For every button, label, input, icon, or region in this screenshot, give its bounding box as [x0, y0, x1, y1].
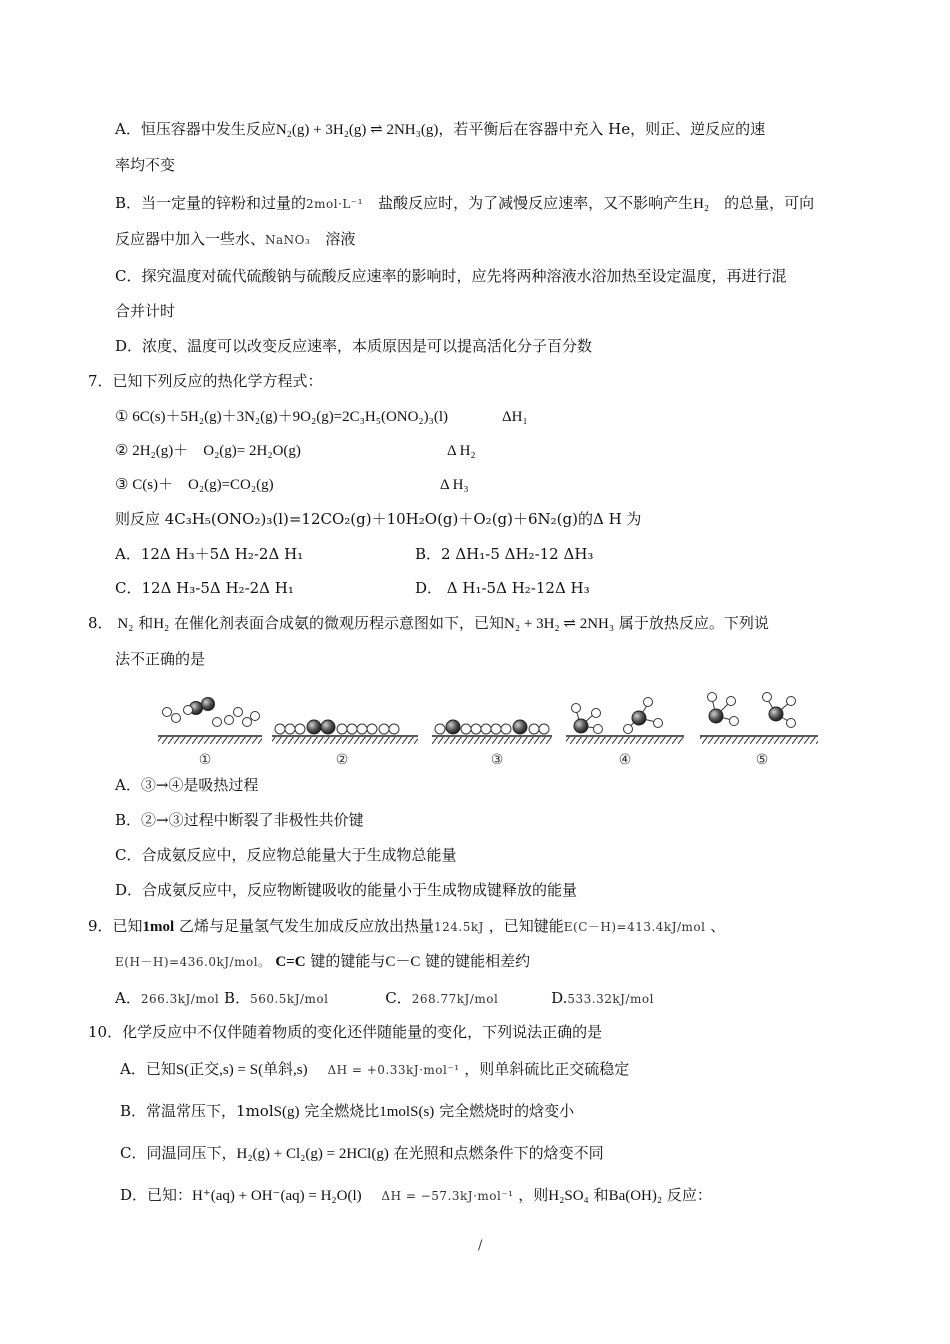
q9-double-bond: C=C: [275, 954, 306, 970]
q6-option-b-line1: [115, 192, 814, 215]
q8-stem-text1: 在催化剂表面合成氨的微观历程示意图如下，已知: [174, 614, 505, 632]
q9-e-ch: E(C－H)=413.4kJ/mol: [563, 920, 706, 934]
q6-a-text2: ，若平衡后在容器中充入 He，则正、逆反应的速: [438, 120, 766, 138]
q10-d-text3: 和: [593, 1186, 609, 1204]
q9-option-d-label: D.: [551, 989, 568, 1007]
q10-c-text2: 在光照和点燃条件下的焓变不同: [393, 1144, 604, 1162]
q7-reaction-1-dh: ΔH₁: [502, 409, 528, 425]
q6-option-c-line1: C．探究温度对硫代硫酸钠与硫酸反应速率的影响时，应先将两种溶液水浴加热至设定温度，再进行混: [115, 267, 787, 285]
diagram-panel-2: [272, 720, 418, 744]
q8-stem-text2: 属于放热反应。下列说: [618, 614, 769, 632]
q10-d-baoh2: Ba(OH)₂: [608, 1188, 663, 1204]
q7-question: 则反应 4C₃H₅(ONO₂)₃(l)=12CO₂(g)＋10H₂O(g)＋O₂(g)＋6N₂(g)的Δ H 为: [115, 510, 642, 528]
q10-b-text2: 完全燃烧比: [304, 1102, 380, 1120]
page-footer-mark: /: [478, 1238, 483, 1253]
catalyst-diagram: [150, 688, 830, 768]
q6-b-text3: 的总量，可向: [724, 194, 815, 212]
q10-d-text2: ，则: [518, 1186, 549, 1204]
q8-option-c: C．合成氨反应中，反应物总能量大于生成物总能量: [115, 846, 457, 864]
q9-option-d: 533.32kJ/mol: [567, 992, 654, 1006]
diagram-panel-3: [432, 720, 552, 744]
q8-number: 8．: [88, 614, 113, 632]
q6-b-text1: B．当一定量的锌粉和过量的: [115, 194, 307, 212]
q6-b-text5: 溶液: [325, 230, 356, 248]
q10-d-text4: 反应：: [666, 1186, 712, 1204]
q10-a-text1: A．已知: [120, 1060, 176, 1078]
q10-a-enthalpy: ΔH = +0.33kJ·mol⁻¹: [327, 1063, 460, 1077]
q10-c-equation: H₂(g) + Cl₂(g) = 2HCl(g): [236, 1146, 389, 1162]
q6-b-h2: H₂: [693, 196, 710, 212]
q6-option-a-line2: 率均不变: [115, 156, 176, 174]
q8-n2: N₂: [117, 616, 134, 632]
q8-option-a: A．③→④是吸热过程: [115, 776, 259, 794]
q10-d-h2so4: H₂SO₄: [548, 1188, 589, 1204]
q7-reaction-3: ③ C(s)＋ O₂(g)=CO₂(g): [115, 477, 274, 493]
q7-option-c: C．12Δ H₃-5Δ H₂-2Δ H₁: [115, 579, 294, 597]
q8-stem-line1: [88, 612, 769, 635]
q6-option-d: D．浓度、温度可以改变反应速率，本质原因是可以提高活化分子百分数: [115, 337, 593, 355]
q9-option-b: 560.5kJ/mol: [250, 992, 329, 1006]
q7-reaction-3-dh: Δ H₃: [440, 477, 469, 493]
q9-stem-line1: [88, 915, 725, 938]
q8-option-b: B．②→③过程中断裂了非极性共价键: [115, 811, 364, 829]
diagram-panel-1: [158, 698, 262, 745]
q10-b-ss: 1molS(s): [379, 1104, 435, 1120]
q6-b-concentration: 2mol·L⁻¹: [306, 197, 364, 211]
diagram-label-3: ③: [490, 752, 504, 768]
q10-b-text1: B．常温常压下，1mol: [120, 1102, 274, 1120]
q7-reaction-1: ① 6C(s)＋5H₂(g)＋3N₂(g)＋9O₂(g)=2C₃H₅(ONO₂)₃(l): [115, 409, 449, 425]
diagram-panel-4: [566, 698, 684, 745]
q8-equation: N₂ + 3H₂ ⇌ 2NH₃: [504, 616, 615, 632]
q6-a-equation: N₂(g) + 3H₂(g) ⇌ 2NH₃(g): [275, 122, 439, 138]
q10-stem: 10．化学反应中不仅伴随着物质的变化还伴随能量的变化，下列说法正确的是: [88, 1023, 603, 1041]
diagram-label-2: ②: [335, 752, 349, 768]
q9-option-c: 268.77kJ/mol: [411, 992, 499, 1006]
q7-option-b: B．2 ΔH₁-5 ΔH₂-12 ΔH₃: [415, 545, 594, 563]
q10-option-c: [120, 1142, 604, 1165]
q9-options: [115, 987, 654, 1010]
q10-option-d: [120, 1184, 712, 1207]
q9-text2: 乙烯与足量氢气发生加成反应放出热量: [179, 917, 435, 935]
q10-a-text2: ，则单斜硫比正交硫稳定: [464, 1060, 630, 1078]
q10-c-text1: C．同温同压下，: [120, 1144, 237, 1162]
q10-b-text3: 完全燃烧时的焓变小: [439, 1102, 575, 1120]
q8-h2: H₂: [153, 616, 170, 632]
q9-option-a-label: A．: [115, 989, 141, 1007]
diagram-label-5: ⑤: [755, 752, 769, 768]
q6-a-text1: A．恒压容器中发生反应: [115, 120, 276, 138]
q10-option-b: [120, 1100, 574, 1123]
q9-text1: 9．已知: [88, 917, 143, 935]
q8-and: 和: [138, 614, 154, 632]
q9-stem-line2: [115, 950, 530, 973]
q9-1mol: 1mol: [142, 919, 175, 935]
q7-option-d: D． Δ H₁-5Δ H₂-12Δ H₃: [415, 579, 590, 597]
q6-b-text4: 反应器中加入一些水、: [115, 230, 266, 248]
q6-option-b-line2: [115, 228, 355, 251]
q9-heat: 124.5kJ: [434, 920, 484, 934]
q6-option-a-line1: [115, 118, 765, 141]
q6-b-text2: 盐酸反应时，为了减慢反应速率，又不影响产生: [378, 194, 694, 212]
q10-a-equation: S(正交,s) = S(单斜,s): [175, 1062, 308, 1078]
q9-option-a: 266.3kJ/mol: [140, 992, 220, 1006]
q7-reaction-2-dh: Δ H₂: [447, 443, 476, 459]
q9-option-c-label: C．: [385, 989, 412, 1007]
q9-text5: 键的键能与: [310, 952, 386, 970]
q9-text3: ，已知键能: [488, 917, 564, 935]
q9-text6: 键的键能相差约: [425, 952, 531, 970]
q9-option-b-label: B．: [224, 989, 251, 1007]
q7-stem: 7．已知下列反应的热化学方程式：: [88, 372, 323, 390]
q10-d-text1: D．已知：: [120, 1186, 193, 1204]
diagram-label-1: ①: [198, 752, 212, 768]
q8-option-d: D．合成氨反应中，反应物断键吸收的能量小于生成物成键释放的能量: [115, 881, 578, 899]
q7-option-a: A．12Δ H₃＋5Δ H₂-2Δ H₁: [115, 545, 304, 563]
q6-b-nano3: NaNO₃: [265, 233, 311, 247]
q10-d-equation: H⁺(aq) + OH⁻(aq) = H₂O(l): [192, 1188, 362, 1204]
q9-text4: 、: [710, 917, 726, 935]
q6-option-c-line2: 合并计时: [115, 302, 176, 320]
diagram-panel-5: [700, 693, 818, 745]
diagram-label-4: ④: [618, 752, 632, 768]
q10-option-a: [120, 1058, 629, 1081]
q7-reaction-2: ② 2H₂(g)＋ O₂(g)= 2H₂O(g): [115, 443, 301, 459]
q8-stem-line2: 法不正确的是: [115, 650, 206, 668]
q10-b-sg: S(g): [273, 1104, 300, 1120]
q10-d-enthalpy: ΔH = −57.3kJ·mol⁻¹: [381, 1189, 514, 1203]
q9-single-bond: C－C: [385, 954, 421, 970]
q9-e-hh: E(H－H)=436.0kJ/mol。: [115, 955, 271, 969]
